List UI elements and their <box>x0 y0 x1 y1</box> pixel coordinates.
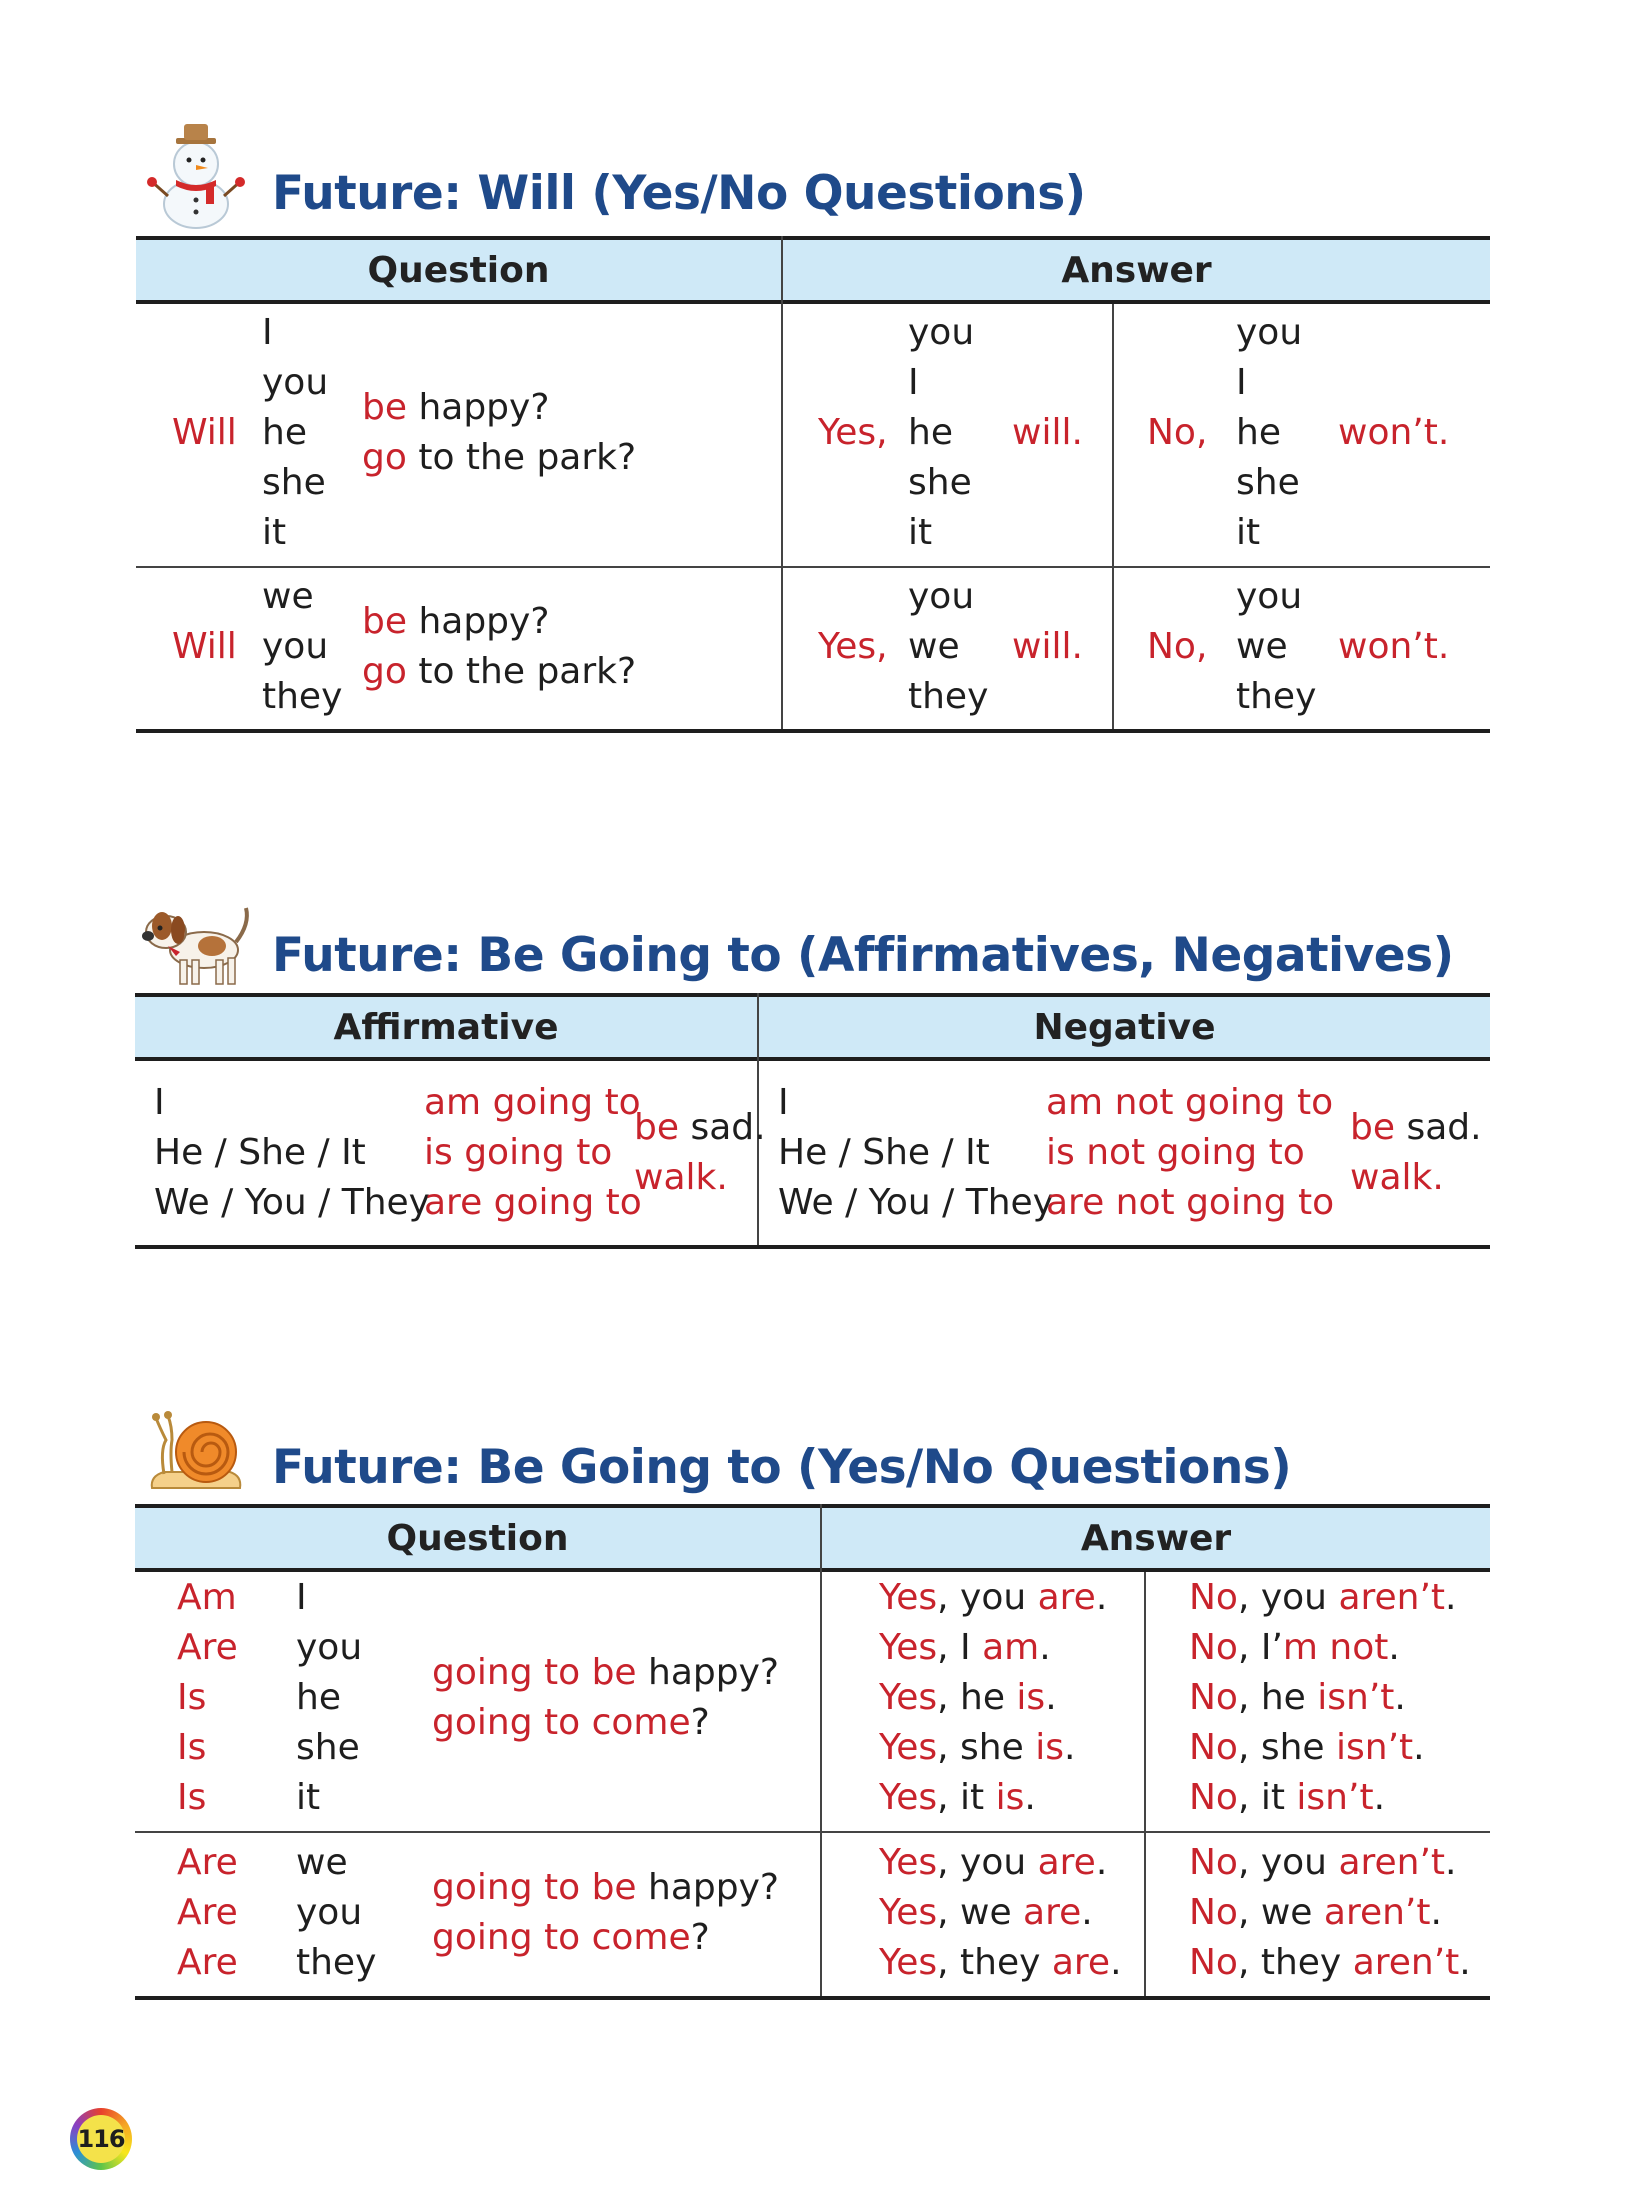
going-q-yes-answers: Yes, you are. Yes, we are. Yes, they are. <box>879 1842 1122 1983</box>
will-subjects: I you he she it <box>262 312 329 553</box>
going-aff-verbs: am going to is going to are going to <box>424 1082 642 1223</box>
going-aff-endings: be sad. walk. <box>634 1107 766 1198</box>
going-q-verbs: going to be happy? going to come? <box>432 1867 780 1958</box>
going-q-header <box>135 1504 1490 1572</box>
going-neg-subjects: I He / She / It We / You / They <box>778 1082 1054 1223</box>
going-aff-subjects: I He / She / It We / You / They <box>154 1082 430 1223</box>
going-q-no-answers: No, you aren’t. No, we aren’t. No, they aren’t. <box>1189 1842 1471 1983</box>
will-yes: Yes, <box>818 412 888 453</box>
will-aux: Will <box>172 412 237 453</box>
going-q-aux: Are Are Are <box>177 1842 238 1983</box>
going-q-aux: Am Are Is Is Is <box>177 1577 238 1818</box>
will-no: No, <box>1147 412 1208 453</box>
going-q-subjects: we you they <box>296 1842 377 1983</box>
will-yes-subjects: you we they <box>908 576 989 717</box>
going-header-affirmative: Affirmative <box>333 1006 559 1048</box>
will-no-end: won’t. <box>1338 626 1450 667</box>
snowman-icon <box>146 118 246 230</box>
going-neg-endings: be sad. walk. <box>1350 1107 1482 1198</box>
going-q-verbs: going to be happy? going to come? <box>432 1652 780 1743</box>
will-yes-subjects: you I he she it <box>908 312 975 553</box>
will-header <box>136 236 1490 304</box>
going-neg-verbs: am not going to is not going to are not going to <box>1046 1082 1335 1223</box>
going-header <box>135 993 1490 1061</box>
going-q-header-question: Question <box>386 1517 569 1559</box>
will-title: Future: Will (Yes/No Questions) <box>272 166 1086 221</box>
going-q-title: Future: Be Going to (Yes/No Questions) <box>272 1440 1292 1495</box>
will-no-end: won’t. <box>1338 412 1450 453</box>
going-q-yes-answers: Yes, you are. Yes, I am. Yes, he is. Yes, she is. Yes, it is. <box>879 1577 1108 1818</box>
going-q-no-answers: No, you aren’t. No, I’m not. No, he isn’t. No, she isn’t. No, it isn’t. <box>1189 1577 1457 1818</box>
page-number-badge <box>70 2108 132 2170</box>
will-no-subjects: you we they <box>1236 576 1317 717</box>
going-q-subjects: I you he she it <box>296 1577 363 1818</box>
will-yes: Yes, <box>818 626 888 667</box>
will-no: No, <box>1147 626 1208 667</box>
will-aux: Will <box>172 626 237 667</box>
will-yes-end: will. <box>1012 626 1083 667</box>
going-header-negative: Negative <box>1033 1006 1216 1048</box>
going-q-header-answer: Answer <box>1080 1517 1232 1559</box>
will-verbs: be happy? go to the park? <box>362 601 637 692</box>
will-header-answer: Answer <box>1061 249 1212 291</box>
snail-icon <box>146 1410 244 1496</box>
page-number: 116 <box>77 2115 125 2163</box>
will-header-question: Question <box>367 249 550 291</box>
will-no-subjects: you I he she it <box>1236 312 1303 553</box>
will-yes-end: will. <box>1012 412 1083 453</box>
going-title: Future: Be Going to (Affirmatives, Negatives) <box>272 928 1454 983</box>
will-verbs: be happy? go to the park? <box>362 387 637 478</box>
dog-icon <box>138 902 256 988</box>
will-subjects: we you they <box>262 576 343 717</box>
